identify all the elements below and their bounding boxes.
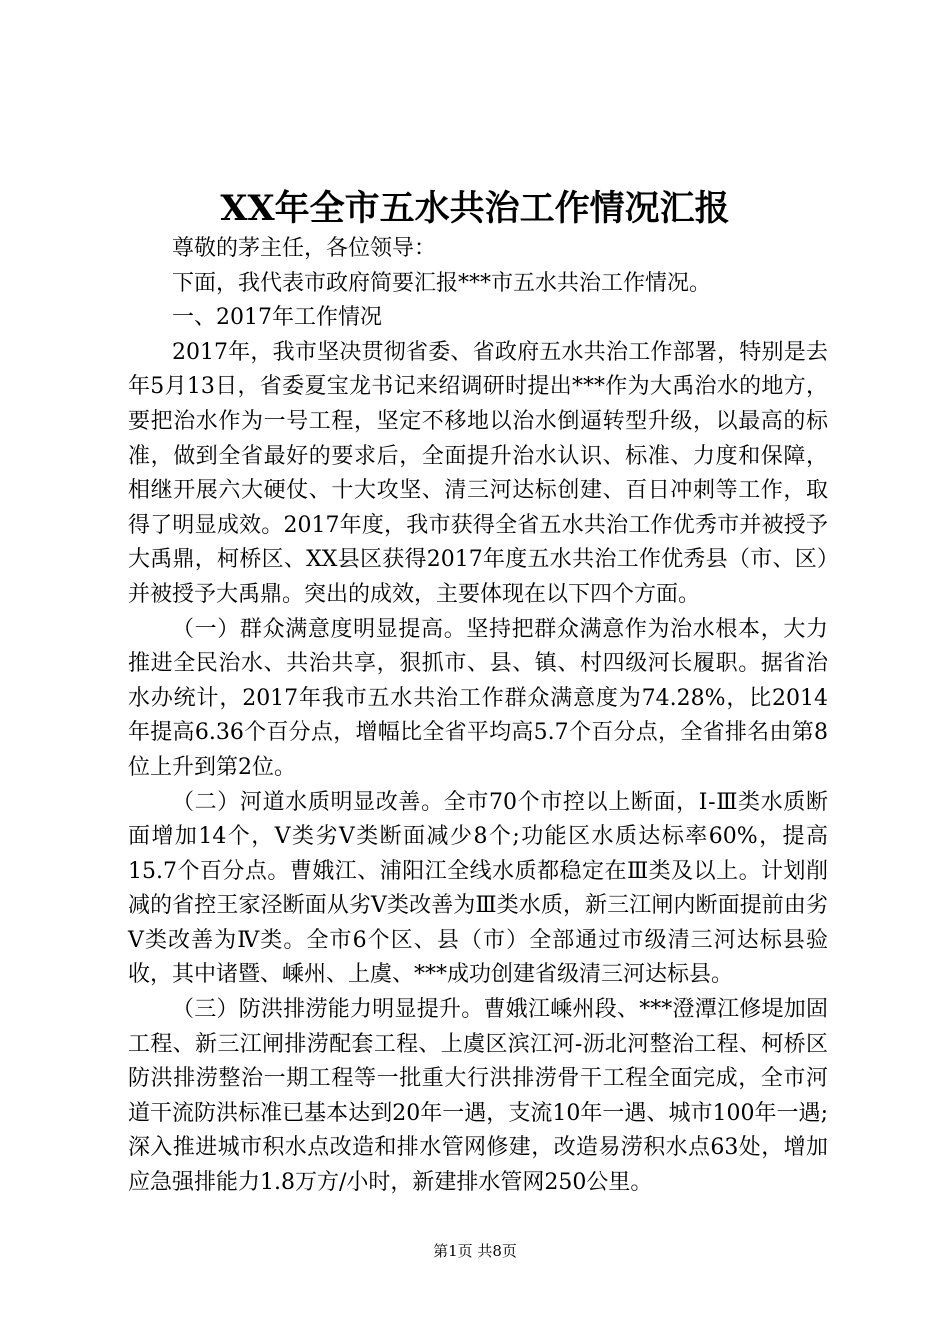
- document-title: XX年全市五水共治工作情况汇报: [220, 188, 730, 229]
- document-body: [128, 232, 828, 1201]
- intro-paragraph: 下面，我代表市政府简要汇报***市五水共治工作情况。: [172, 270, 712, 296]
- water-quality-paragraph: （二）河道水质明显改善。全市70个市控以上断面，Ⅰ-Ⅲ类水质断面增加14个，Ⅴ类劣Ⅴ类断面减少8个;功能区水质达标率60%，提高15.7个百分点。曹娥江、浦阳江全线水质都稳定在Ⅲ类及以上。计划削减的省控王家泾断面从劣Ⅴ类改善为Ⅲ类水质，新三江闸内断面提前由劣Ⅴ类改善为Ⅳ类。全市6个区、县（市）全部通过市级清三河达标县验收，其中诸暨、嵊州、上虞、***成功创建省级清三河达标县。: [128, 789, 828, 988]
- satisfaction-paragraph: （一）群众满意度明显提高。坚持把群众满意作为治水根本，大力推进全民治水、共治共享，狠抓市、县、镇、村四级河长履职。据省治水办统计，2017年我市五水共治工作群众满意度为74.28%，比2014年提高6.36个百分点，增幅比全省平均高5.7个百分点，全省排名由第8位上升到第2位。: [128, 616, 828, 780]
- section-heading: 一、2017年工作情况: [172, 305, 382, 331]
- salutation: 尊敬的茅主任，各位领导：: [172, 236, 437, 261]
- page-footer: 第1页 共8页: [433, 1242, 517, 1260]
- flood-control-paragraph: （三）防洪排涝能力明显提升。曹娥江嵊州段、***澄潭江修堤加固工程、新三江闸排涝配套工程、上虞区滨江河-沥北河整治工程、柯桥区防洪排涝整治一期工程等一批重大行洪排涝骨干工程全面完成，全市河道干流防洪标准已基本达到20年一遇，支流10年一遇、城市100年一遇;深入推进城市积水点改造和排水管网修建，改造易涝积水点63处，增加应急强排能力1.8万方/小时，新建排水管网250公里。: [128, 997, 828, 1196]
- overview-paragraph: 2017年，我市坚决贯彻省委、省政府五水共治工作部署，特别是去年5月13日，省委夏宝龙书记来绍调研时提出***作为大禹治水的地方，要把治水作为一号工程，坚定不移地以治水倒逼转型升级，以最高的标准，做到全省最好的要求后，全面提升治水认识、标准、力度和保障，相继开展六大硬仗、十大攻坚、清三河达标创建、百日冲刺等工作，取得了明显成效。2017年度，我市获得全省五水共治工作优秀市并被授予大禹鼎，柯桥区、XX县区获得2017年度五水共治工作优秀县（市、区）并被授予大禹鼎。突出的成效，主要体现在以下四个方面。: [128, 339, 828, 607]
